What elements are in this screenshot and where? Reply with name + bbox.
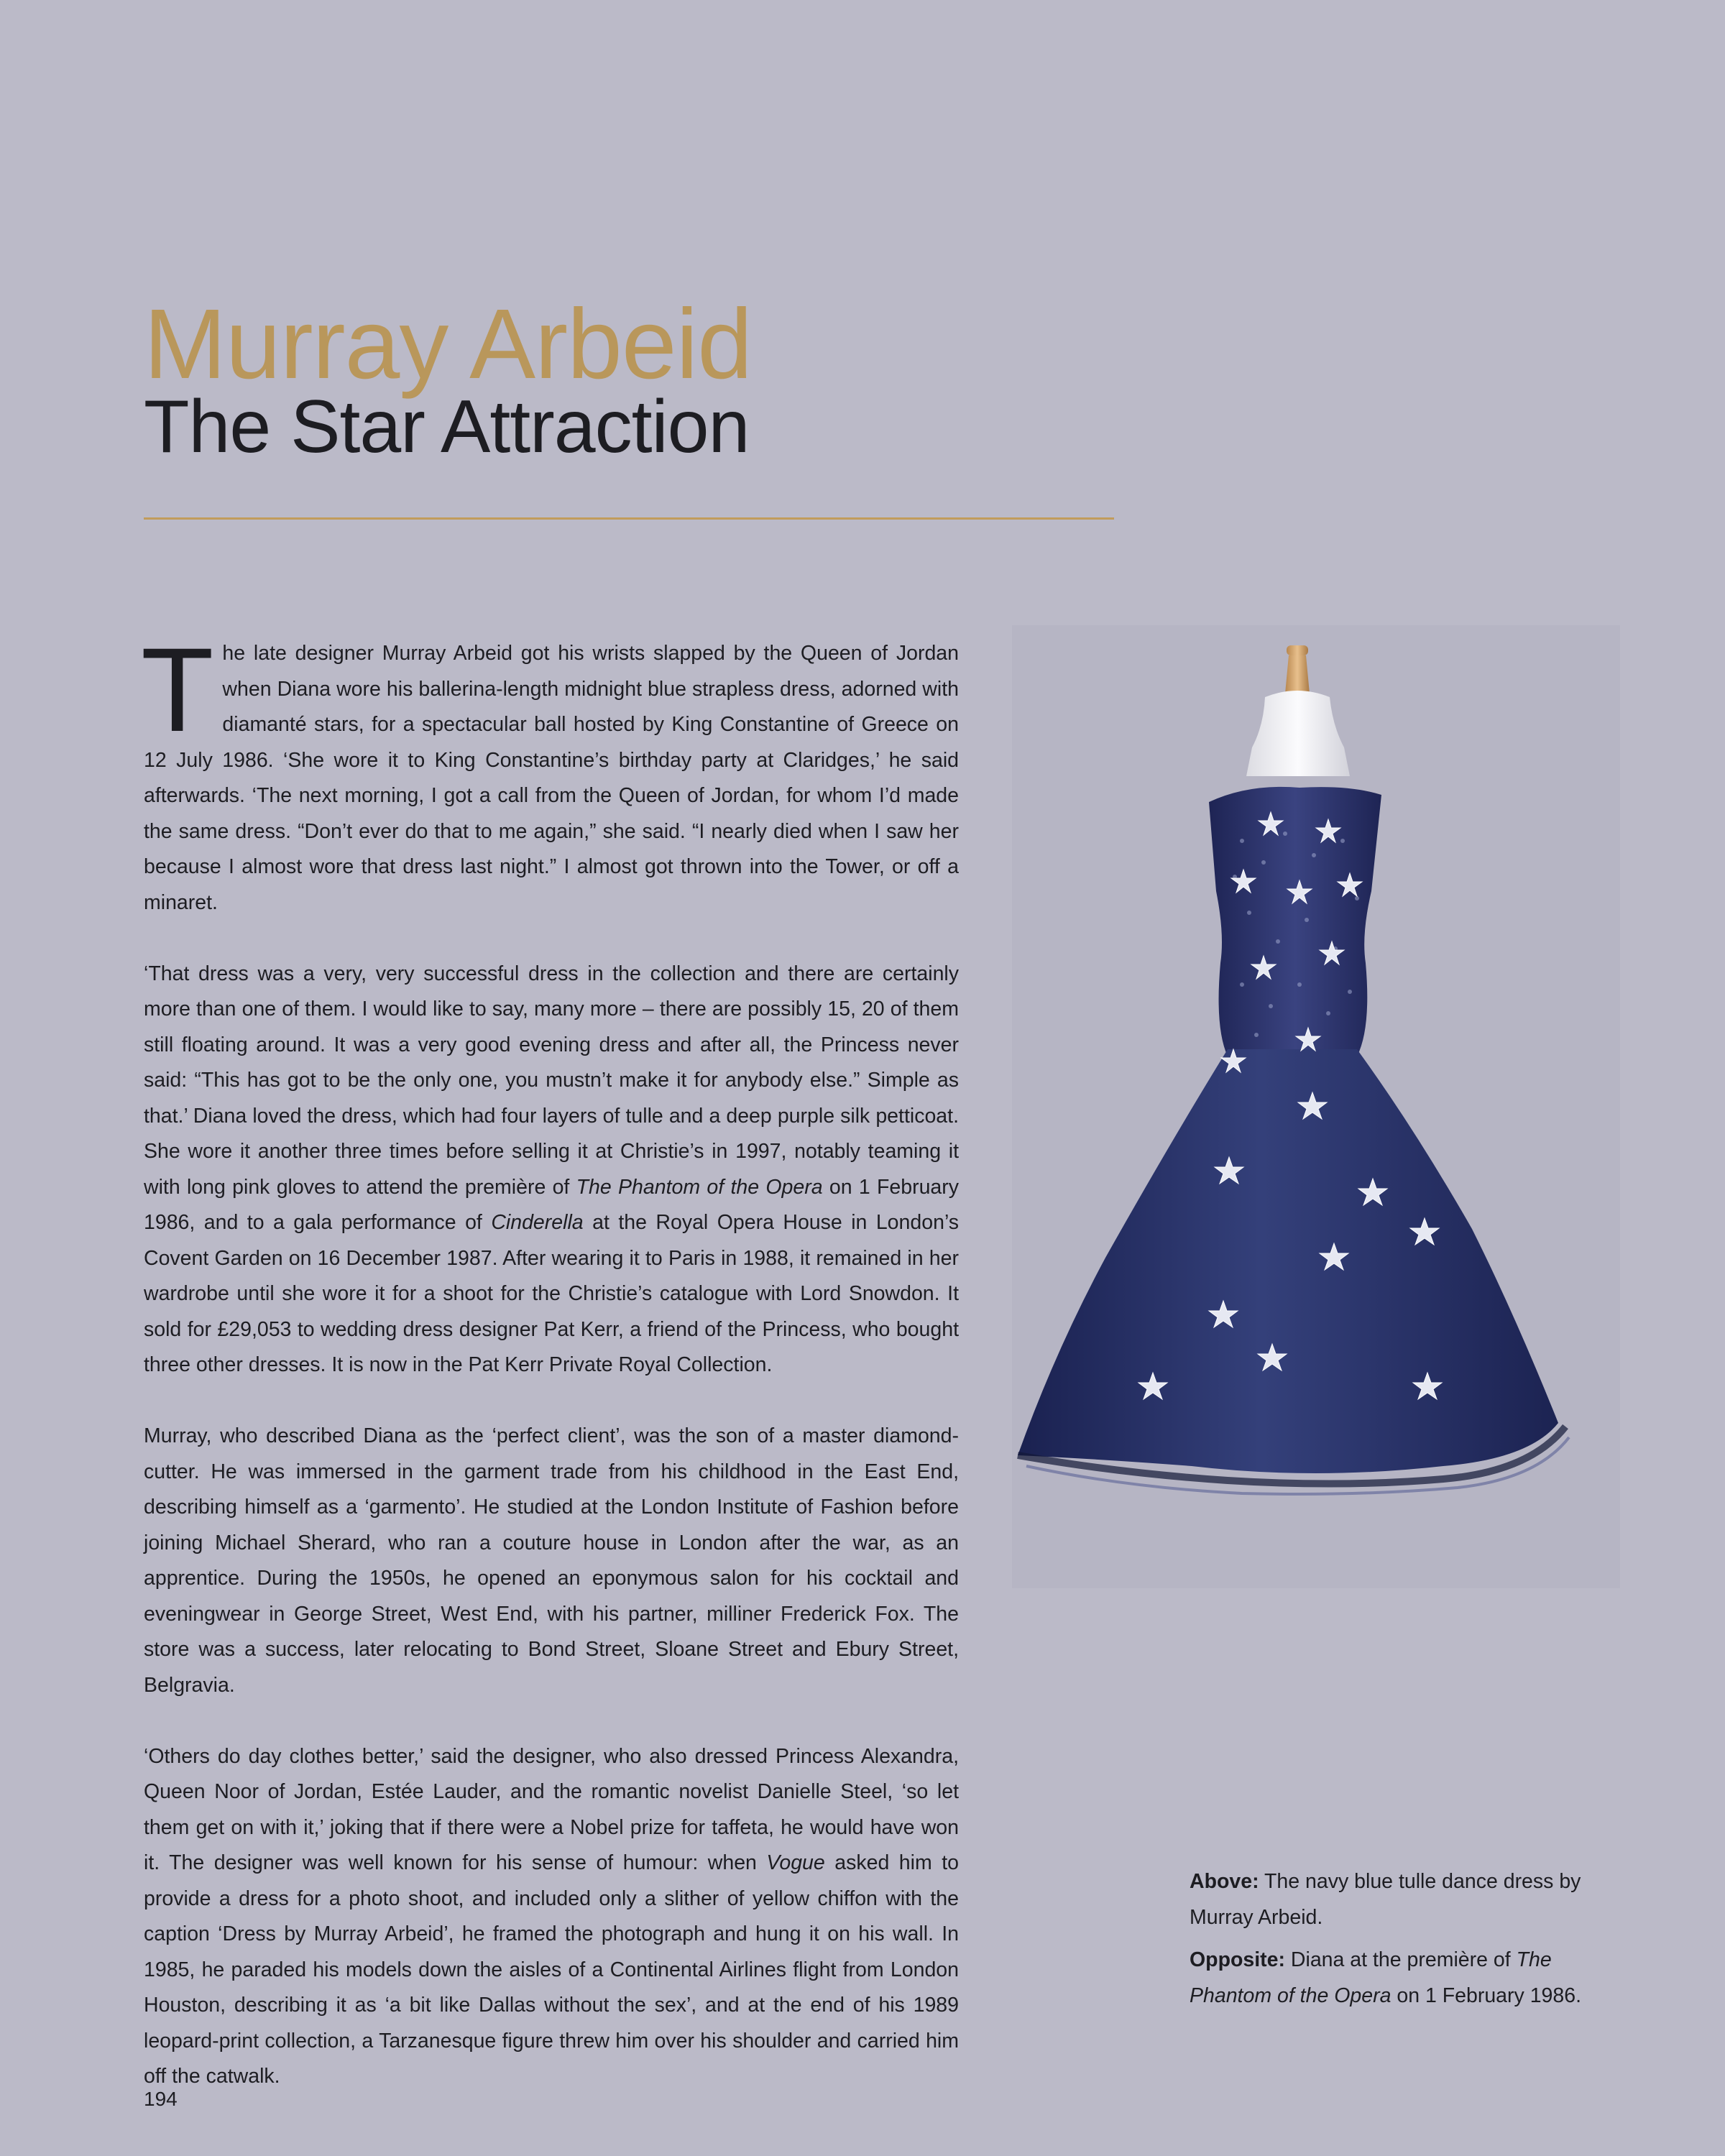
article-subtitle: The Star Attraction bbox=[144, 385, 750, 469]
article-title: Murray Arbeid bbox=[144, 289, 752, 400]
paragraph-2-title-phantom: The Phantom of the Opera bbox=[576, 1175, 823, 1199]
paragraph-2-title-cinderella: Cinderella bbox=[491, 1211, 584, 1234]
page-number: 194 bbox=[144, 2088, 178, 2110]
caption-above bbox=[1190, 1864, 1592, 1935]
paragraph-4-title-vogue: Vogue bbox=[766, 1851, 825, 1874]
caption-above-label: Above: bbox=[1190, 1870, 1259, 1893]
paragraph-3: Murray, who described Diana as the ‘perfect client’, was the son of a master diamond-cutter. He was immersed in the garment trade from his childhood in the East End, describing himself as a ‘garmento’. He studied at the London Institute of Fashion before joining Michael Sherard, who ran a couture house in London after the war, as an apprentice. During the 1950s, he opened an eponymous salon for his cocktail and eveningwear in George Street, West End, with his partner, milliner Frederick Fox. The store was a success, later relocating to Bond Street, Sloane Street and Ebury Street, Belgravia. bbox=[144, 1424, 959, 1697]
article-body bbox=[141, 624, 960, 2130]
caption-opposite-title: The Phantom of the Opera bbox=[1190, 1948, 1552, 2007]
paragraph-2-text-b: on 1 February 1986, and to a gala performance of bbox=[144, 1175, 960, 1234]
caption-opposite-text-b: on 1 February 1986. bbox=[1391, 1984, 1582, 2007]
paragraph-2 bbox=[144, 957, 959, 1383]
caption-opposite-label: Opposite: bbox=[1190, 1948, 1285, 1971]
paragraph-1-text: he late designer Murray Arbeid got his wrists slapped by the Queen of Jordan when Diana wore his ballerina-length midnight blue strapless dress, adorned with diamanté stars, for a spectacular ball hosted by King Constantine of Greece on 12 July 1986. ‘She wore it to King Constantine’s birthday party at Claridges,’ he said afterwards. ‘The next morning, I got a call from the Queen of Jordan, for whom I’d made the same dress. “Don’t ever do that to me again,” she said. “I nearly died when I saw her because I almost wore that dress last night.” I almost got thrown into the Tower, or off a minaret. bbox=[144, 642, 959, 914]
caption-opposite-text-a: Diana at the première of bbox=[1285, 1948, 1517, 1971]
paragraph-4 bbox=[144, 1739, 959, 2095]
paragraph-2-text-a: ‘That dress was a very, very successful dress in the collection and there are certainly more than one of them. I would like to say, many more – there are possibly 15, 20 of them still floating around. It was a very good evening dress and after all, the Princess never said: “This has got to be the only one, you mustn’t make it for anybody else.” Simple as that.’ Diana loved the dress, which had four layers of tulle and a deep purple silk petticoat. She wore it another three times before selling it at Christie’s in 1997, notably teaming it with long pink gloves to attend the première of bbox=[144, 962, 959, 1199]
paragraph-4-text-b: asked him to provide a dress for a photo shoot, and included only a slither of yellow chiffon with the caption ‘Dress by Murray Arbeid’, he framed the photograph and hung it on his wall. In 1985, he paraded his models down the aisles of a Continental Airlines flight from London Houston, describing it as ‘a bit like Dallas without the sex’, and at the end of his 1989 leopard-print collection, a Tarzanesque figure threw him over his shoulder and carried him off the catwalk. bbox=[144, 1851, 959, 2088]
paragraph-2-text-c: at the Royal Opera House in London’s Covent Garden on 16 December 1987. After wearing it to Paris in 1988, it remained in her wardrobe until she wore it for a shoot for the Christie’s catalogue with Lord Snowdon. It sold for £29,053 to wedding dress designer Pat Kerr, a friend of the Princess, who bought three other dresses. It is now in the Pat Kerr Private Royal Collection. bbox=[144, 1211, 960, 1376]
paragraph-1 bbox=[141, 624, 959, 921]
dress-photo bbox=[1012, 625, 1620, 1588]
dress-illustration bbox=[1012, 625, 1620, 1588]
paragraph-4-text-a: ‘Others do day clothes better,’ said the designer, who also dressed Princess Alexandra, Queen Noor of Jordan, Estée Lauder, and the romantic novelist Danielle Steel, ‘so let them get on with it,’ joking that if there were a Nobel prize for taffeta, he would have won it. The designer was well known for his sense of humour: when bbox=[144, 1744, 959, 1874]
caption-opposite bbox=[1190, 1943, 1592, 2014]
drop-cap: T bbox=[141, 624, 214, 757]
title-divider bbox=[144, 517, 1114, 520]
photo-captions bbox=[1190, 1864, 1592, 2021]
caption-above-text: The navy blue tulle dance dress by Murray Arbeid. bbox=[1190, 1870, 1581, 1929]
